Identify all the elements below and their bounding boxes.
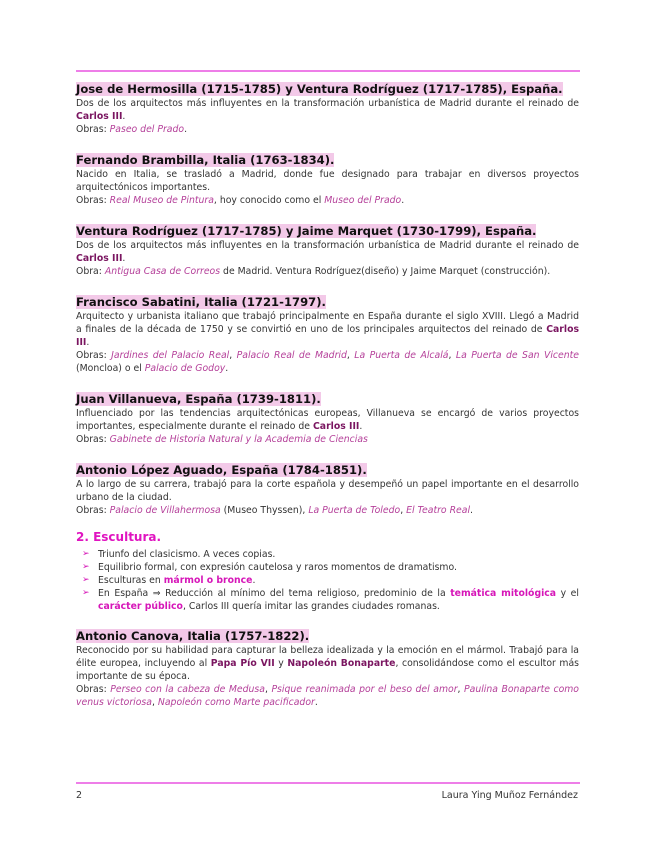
text-run: Nacido en Italia, se trasladó a Madrid, donde fue designado para trabajar en diversos proyectos arquitectónicos importantes. [76, 169, 579, 193]
entry-description [76, 644, 579, 683]
work-title: Perseo con la cabeza de Medusa [110, 684, 265, 695]
text-run: , consolidándose como el escultor más importante de su época. [76, 658, 579, 682]
work-title: Palacio Real de Madrid [236, 350, 347, 361]
bio-entry [76, 78, 579, 136]
entry-works [76, 683, 579, 709]
work-title: Jardines del Palacio Real [111, 350, 230, 361]
text-run: Dos de los arquitectos más influyentes en la transformación urbanística de Madrid durante el reinado de [76, 98, 579, 109]
page-content [76, 78, 579, 722]
text-run: Dos de los arquitectos más influyentes en la transformación urbanística de Madrid durante el reinado de [76, 240, 579, 251]
text-run: , hoy conocido como el [213, 195, 325, 206]
text-run: Influenciado por las tendencias arquitectónicas europeas, Villanueva se encargó de varios proyectos importantes, especialmente durante el reinado de [76, 408, 579, 432]
bio-entry [76, 149, 579, 207]
text-run: Arquitecto y urbanista italiano que trabajó principalmente en España durante el siglo XVIII. Llegó a Madrid a finales de la década de 1750 y se convirtió en uno de los principales arquitectos del reinado de [76, 311, 579, 335]
text-run: . [252, 575, 256, 586]
text-run: Obra: [76, 266, 105, 277]
work-title: Palacio de Villahermosa [109, 505, 221, 516]
entry-heading: Jose de Hermosilla (1715-1785) y Ventura Rodríguez (1717-1785), España. [76, 82, 563, 96]
header-rule [76, 70, 580, 72]
section-heading: 2. Escultura. [76, 530, 162, 544]
text-run: . [359, 421, 363, 432]
arrow-bullet-icon: ➢ [82, 588, 90, 598]
text-run: y el [556, 588, 579, 599]
arrow-bullet-icon: ➢ [82, 549, 90, 559]
author-name: Laura Ying Muñoz Fernández [441, 790, 578, 801]
text-run: Obras: [76, 195, 110, 206]
text-run: Equilibrio formal, con expresión cautelosa y raros momentos de dramatismo. [98, 562, 457, 573]
arrow-bullet-icon: ➢ [82, 562, 90, 572]
work-title: El Teatro Real [406, 505, 471, 516]
text-run: (Moncloa) o el [76, 363, 145, 374]
entry-works [76, 349, 579, 375]
list-item [82, 574, 579, 587]
text-run: . [122, 111, 126, 122]
text-run: , Carlos III quería imitar las grandes ciudades romanas. [182, 601, 440, 612]
work-title: Psique reanimada por el beso del amor [271, 684, 458, 695]
text-run: Obras: [76, 350, 112, 361]
text-run: de Madrid. Ventura Rodríguez(diseño) y Jaime Marquet (construcción). [220, 266, 551, 277]
text-run: , [264, 684, 272, 695]
work-title: Gabinete de Historia Natural y la Academia de Ciencias [109, 434, 368, 445]
entry-heading: Antonio Canova, Italia (1757-1822). [76, 629, 310, 643]
text-run: y [274, 658, 288, 669]
work-title: Museo del Prado [324, 195, 402, 206]
text-run: , [346, 350, 355, 361]
page-number: 2 [76, 790, 83, 801]
sculpture-bullets [76, 548, 579, 613]
work-title: Paulina Bonaparte como venus victoriosa [76, 684, 579, 708]
text-run: Reconocido por su habilidad para capturar la belleza idealizada y la emoción en el mármol. Trabajó para la élite europea, incluyendo al [76, 645, 579, 669]
text-run: . [86, 337, 90, 348]
text-run: . [225, 363, 229, 374]
work-title: La Puerta de San Vicente [455, 350, 579, 361]
arrow-bullet-icon: ➢ [82, 575, 90, 585]
text-run: , [457, 684, 465, 695]
key-term: mármol o bronce [163, 575, 253, 586]
work-title: La Puerta de Toledo [308, 505, 401, 516]
entry-description [76, 239, 579, 265]
text-run: A lo largo de su carrera, trabajó para la corte española y desempeñó un papel importante en el desarrollo urbano de la ciudad. [76, 479, 579, 503]
bio-entry [76, 291, 579, 375]
bold-highlight: Carlos III [312, 421, 360, 432]
key-term: carácter público [98, 601, 183, 612]
text-run: , [229, 350, 237, 361]
list-item [82, 548, 579, 561]
bold-highlight: Carlos III [76, 111, 123, 122]
entry-works [76, 433, 579, 446]
text-run: Triunfo del clasicismo. A veces copias. [98, 549, 276, 560]
text-run: Obras: [76, 684, 111, 695]
sculptors-list [76, 625, 579, 709]
architects-list [76, 78, 579, 517]
text-run: , [151, 697, 158, 708]
key-term: temática mitológica [450, 588, 557, 599]
list-item [82, 561, 579, 574]
work-title: Antigua Casa de Correos [104, 266, 221, 277]
text-run: Obras: [76, 434, 110, 445]
text-run: . [184, 124, 188, 135]
text-run: En España ⇒ Reducción al mínimo del tema religioso, predominio de la [98, 588, 451, 599]
text-run: Obras: [76, 505, 110, 516]
list-item [82, 587, 579, 613]
entry-heading: Fernando Brambilla, Italia (1763-1834). [76, 153, 335, 167]
text-run: . [314, 697, 318, 708]
entry-works [76, 265, 579, 278]
footer-rule [76, 782, 580, 784]
entry-works [76, 504, 579, 517]
text-run: . [122, 253, 126, 264]
text-run: Obras: [76, 124, 110, 135]
text-run: . [470, 505, 474, 516]
entry-description [76, 168, 579, 194]
entry-description [76, 97, 579, 123]
bold-highlight: Napoleón Bonaparte [287, 658, 396, 669]
text-run: Esculturas en [98, 575, 164, 586]
work-title: Real Museo de Pintura [109, 195, 214, 206]
bold-highlight: Carlos III [76, 253, 123, 264]
text-run: , [448, 350, 456, 361]
text-run: (Museo Thyssen), [220, 505, 309, 516]
work-title: Napoleón como Marte pacificador [157, 697, 315, 708]
work-title: La Puerta de Alcalá [354, 350, 449, 361]
work-title: Paseo del Prado [109, 124, 185, 135]
entry-heading: Francisco Sabatini, Italia (1721-1797). [76, 295, 326, 309]
entry-heading: Antonio López Aguado, España (1784-1851). [76, 463, 367, 477]
bio-entry [76, 388, 579, 446]
entry-works [76, 194, 579, 207]
bio-entry [76, 220, 579, 278]
entry-works [76, 123, 579, 136]
entry-description [76, 478, 579, 504]
bio-entry [76, 459, 579, 517]
entry-description [76, 407, 579, 433]
bold-highlight: Papa Pío VII [210, 658, 275, 669]
text-run: . [401, 195, 405, 206]
entry-description [76, 310, 579, 349]
work-title: Palacio de Godoy [144, 363, 226, 374]
bold-highlight: Carlos III [76, 324, 579, 348]
text-run: , [400, 505, 407, 516]
entry-heading: Ventura Rodríguez (1717-1785) y Jaime Marquet (1730-1799), España. [76, 224, 537, 238]
bio-entry [76, 625, 579, 709]
entry-heading: Juan Villanueva, España (1739-1811). [76, 392, 321, 406]
